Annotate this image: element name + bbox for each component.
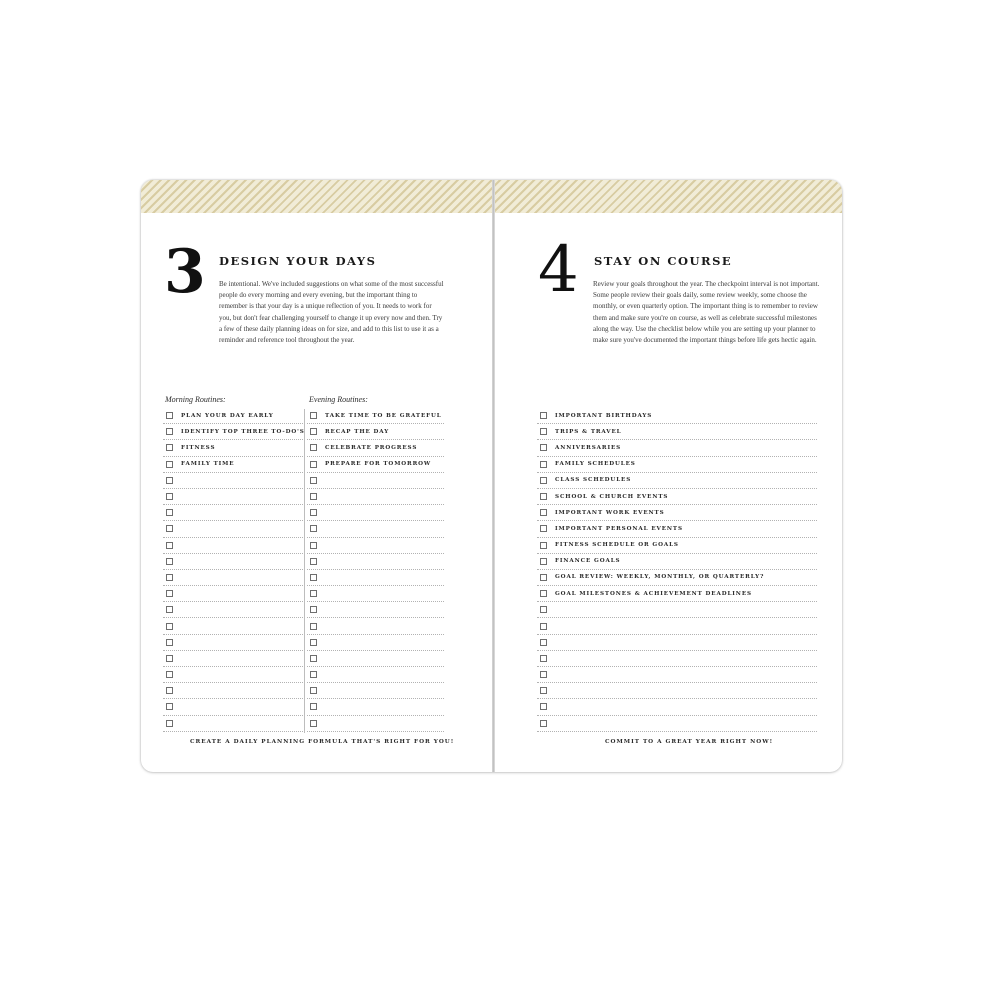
checklist-item-label: IMPORTANT WORK EVENTS <box>555 509 665 516</box>
morning-routine-row <box>163 489 303 505</box>
evening-routine-row <box>307 602 444 618</box>
goal-checklist-row <box>537 408 817 424</box>
checkbox[interactable] <box>166 542 173 549</box>
morning-routine-row <box>163 440 303 456</box>
goal-checklist-row <box>537 635 817 651</box>
checkbox[interactable] <box>166 720 173 727</box>
evening-routine-row <box>307 554 444 570</box>
evening-routine-row <box>307 667 444 683</box>
evening-routine-row <box>307 716 444 732</box>
evening-routine-row <box>307 521 444 537</box>
morning-routine-row <box>163 683 303 699</box>
goal-checklist-row <box>537 618 817 634</box>
goal-checklist-row <box>537 683 817 699</box>
evening-routine-row <box>307 618 444 634</box>
goal-checklist-row <box>537 554 817 570</box>
checklist-item-label: TAKE TIME TO BE GRATEFUL <box>325 412 442 419</box>
checkbox[interactable] <box>166 477 173 484</box>
checkbox[interactable] <box>540 687 547 694</box>
checklist-item-label: PREPARE FOR TOMORROW <box>325 461 432 468</box>
checklist-item-label: FAMILY SCHEDULES <box>555 461 636 468</box>
checkbox[interactable] <box>540 542 547 549</box>
morning-routine-row <box>163 521 303 537</box>
checklist-item-label: IMPORTANT PERSONAL EVENTS <box>555 525 683 532</box>
checkbox[interactable] <box>166 493 173 500</box>
checkbox[interactable] <box>540 412 547 419</box>
goal-checklist-row <box>537 473 817 489</box>
stay-on-course-heading: STAY ON COURSE <box>594 254 733 268</box>
checkbox[interactable] <box>540 493 547 500</box>
checkbox[interactable] <box>166 428 173 435</box>
checkbox[interactable] <box>540 671 547 678</box>
checklist-item-label: IMPORTANT BIRTHDAYS <box>555 412 653 419</box>
checkbox[interactable] <box>540 509 547 516</box>
evening-routine-row <box>307 505 444 521</box>
checkbox[interactable] <box>540 590 547 597</box>
column-divider <box>304 409 305 733</box>
goal-checklist-row <box>537 489 817 505</box>
morning-routines-checklist <box>163 408 303 732</box>
evening-routine-row <box>307 651 444 667</box>
evening-routine-row <box>307 457 444 473</box>
morning-routine-row <box>163 716 303 732</box>
checkbox[interactable] <box>310 574 317 581</box>
checkbox[interactable] <box>540 444 547 451</box>
goal-checklist-row <box>537 586 817 602</box>
checkbox[interactable] <box>166 412 173 419</box>
goal-checklist-row <box>537 521 817 537</box>
checklist-item-label: FITNESS <box>181 444 216 451</box>
checkbox[interactable] <box>310 639 317 646</box>
goal-checklist-row <box>537 424 817 440</box>
goal-checklist-row <box>537 570 817 586</box>
goal-checklist-row <box>537 602 817 618</box>
chapter-number-3: 3 <box>164 237 204 307</box>
checkbox[interactable] <box>310 671 317 678</box>
design-your-days-intro: Be intentional. We've included suggestions on what some of the most successful people do every morning and every evening, but the important thing to remember is that your day is a unique reflection of you. It needs to work for you, but don't fear challenging yourself to change it up every now and then. Try a few of these daily planning ideas on for size, and add to this list to use it as a reminder and reference tool throughout the year. <box>219 280 444 345</box>
checkbox[interactable] <box>166 687 173 694</box>
checkbox[interactable] <box>166 525 173 532</box>
book-spine <box>492 180 495 772</box>
checkbox[interactable] <box>166 461 173 468</box>
checkbox[interactable] <box>540 606 547 613</box>
morning-routine-row <box>163 586 303 602</box>
goal-checklist-row <box>537 699 817 715</box>
morning-routine-row <box>163 570 303 586</box>
checkbox[interactable] <box>310 428 317 435</box>
checkbox[interactable] <box>310 477 317 484</box>
morning-routine-row <box>163 699 303 715</box>
checkbox[interactable] <box>310 525 317 532</box>
evening-routine-row <box>307 586 444 602</box>
checkbox[interactable] <box>540 558 547 565</box>
checkbox[interactable] <box>166 703 173 710</box>
checkbox[interactable] <box>166 574 173 581</box>
evening-routine-row <box>307 699 444 715</box>
checkbox[interactable] <box>166 623 173 630</box>
checklist-item-label: FITNESS SCHEDULE OR GOALS <box>555 542 679 549</box>
checklist-item-label: FAMILY TIME <box>181 461 235 468</box>
morning-routine-row <box>163 457 303 473</box>
checkbox[interactable] <box>540 655 547 662</box>
evening-routine-row <box>307 440 444 456</box>
goal-checklist-row <box>537 538 817 554</box>
checkbox[interactable] <box>310 493 317 500</box>
evening-routine-row <box>307 683 444 699</box>
checkbox[interactable] <box>166 509 173 516</box>
design-your-days-heading: DESIGN YOUR DAYS <box>219 254 377 268</box>
goal-checklist-row <box>537 667 817 683</box>
checkbox[interactable] <box>540 428 547 435</box>
checkbox[interactable] <box>310 558 317 565</box>
morning-routine-row <box>163 424 303 440</box>
morning-routine-row <box>163 602 303 618</box>
checkbox[interactable] <box>166 444 173 451</box>
evening-routine-row <box>307 570 444 586</box>
checkbox[interactable] <box>310 623 317 630</box>
checklist-item-label: TRIPS & TRAVEL <box>555 428 622 435</box>
goal-checklist-row <box>537 505 817 521</box>
checklist-item-label: RECAP THE DAY <box>325 428 390 435</box>
morning-routine-row <box>163 473 303 489</box>
evening-routine-row <box>307 635 444 651</box>
checkbox[interactable] <box>540 703 547 710</box>
goal-checklist-row <box>537 457 817 473</box>
checkbox[interactable] <box>166 558 173 565</box>
checkbox[interactable] <box>540 461 547 468</box>
morning-routine-row <box>163 505 303 521</box>
morning-routine-row <box>163 618 303 634</box>
evening-routine-row <box>307 408 444 424</box>
right-page-footer: COMMIT TO A GREAT YEAR RIGHT NOW! <box>605 739 774 745</box>
checkbox[interactable] <box>310 509 317 516</box>
morning-routine-row <box>163 554 303 570</box>
goal-checklist-row <box>537 440 817 456</box>
checklist-item-label: IDENTIFY TOP THREE TO-DO'S <box>181 428 305 435</box>
evening-routine-row <box>307 489 444 505</box>
checkbox[interactable] <box>310 687 317 694</box>
morning-routine-row <box>163 635 303 651</box>
checkbox[interactable] <box>166 606 173 613</box>
morning-routine-row <box>163 667 303 683</box>
checklist-item-label: GOAL REVIEW: WEEKLY, MONTHLY, OR QUARTERLY? <box>555 574 765 581</box>
checkbox[interactable] <box>166 639 173 646</box>
checkbox[interactable] <box>310 590 317 597</box>
checkbox[interactable] <box>166 590 173 597</box>
checkbox[interactable] <box>540 720 547 727</box>
left-page-footer: CREATE A DAILY PLANNING FORMULA THAT'S RIGHT FOR YOU! <box>190 739 455 745</box>
stay-on-course-intro: Review your goals throughout the year. The checkpoint interval is not important. Some people review their goals daily, some review weekly, some choose the monthly, or even quarterly option. The important thing is to remember to review them and make sure you're on course, as well as celebrate successful milestones along the way. Use the checklist below while you are setting up your planner to make sure you've documented the important things before life gets hectic again. <box>593 280 820 345</box>
checkbox[interactable] <box>310 461 317 468</box>
checkbox[interactable] <box>540 525 547 532</box>
checkbox[interactable] <box>310 542 317 549</box>
checkbox[interactable] <box>540 477 547 484</box>
checkbox[interactable] <box>166 655 173 662</box>
goal-checklist-row <box>537 716 817 732</box>
evening-routines-title: Evening Routines: <box>309 395 368 404</box>
checkbox[interactable] <box>310 444 317 451</box>
checkbox[interactable] <box>540 574 547 581</box>
checkbox[interactable] <box>540 639 547 646</box>
checklist-item-label: PLAN YOUR DAY EARLY <box>181 412 274 419</box>
checklist-item-label: CELEBRATE PROGRESS <box>325 444 418 451</box>
evening-routine-row <box>307 538 444 554</box>
checklist-item-label: ANNIVERSARIES <box>555 444 622 451</box>
goals-checklist <box>537 408 817 732</box>
evening-routine-row <box>307 473 444 489</box>
evening-routine-row <box>307 424 444 440</box>
checkbox[interactable] <box>310 720 317 727</box>
checklist-item-label: FINANCE GOALS <box>555 558 621 565</box>
checkbox[interactable] <box>166 671 173 678</box>
checklist-item-label: CLASS SCHEDULES <box>555 477 632 484</box>
morning-routine-row <box>163 538 303 554</box>
morning-routine-row <box>163 651 303 667</box>
checkbox[interactable] <box>540 623 547 630</box>
checkbox[interactable] <box>310 412 317 419</box>
morning-routines-title: Morning Routines: <box>165 395 226 404</box>
checklist-item-label: GOAL MILESTONES & ACHIEVEMENT DEADLINES <box>555 590 752 597</box>
goal-checklist-row <box>537 651 817 667</box>
checkbox[interactable] <box>310 606 317 613</box>
checklist-item-label: SCHOOL & CHURCH EVENTS <box>555 493 669 500</box>
morning-routine-row <box>163 408 303 424</box>
checkbox[interactable] <box>310 703 317 710</box>
checkbox[interactable] <box>310 655 317 662</box>
evening-routines-checklist <box>307 408 444 732</box>
chapter-number-4: 4 <box>538 233 579 307</box>
